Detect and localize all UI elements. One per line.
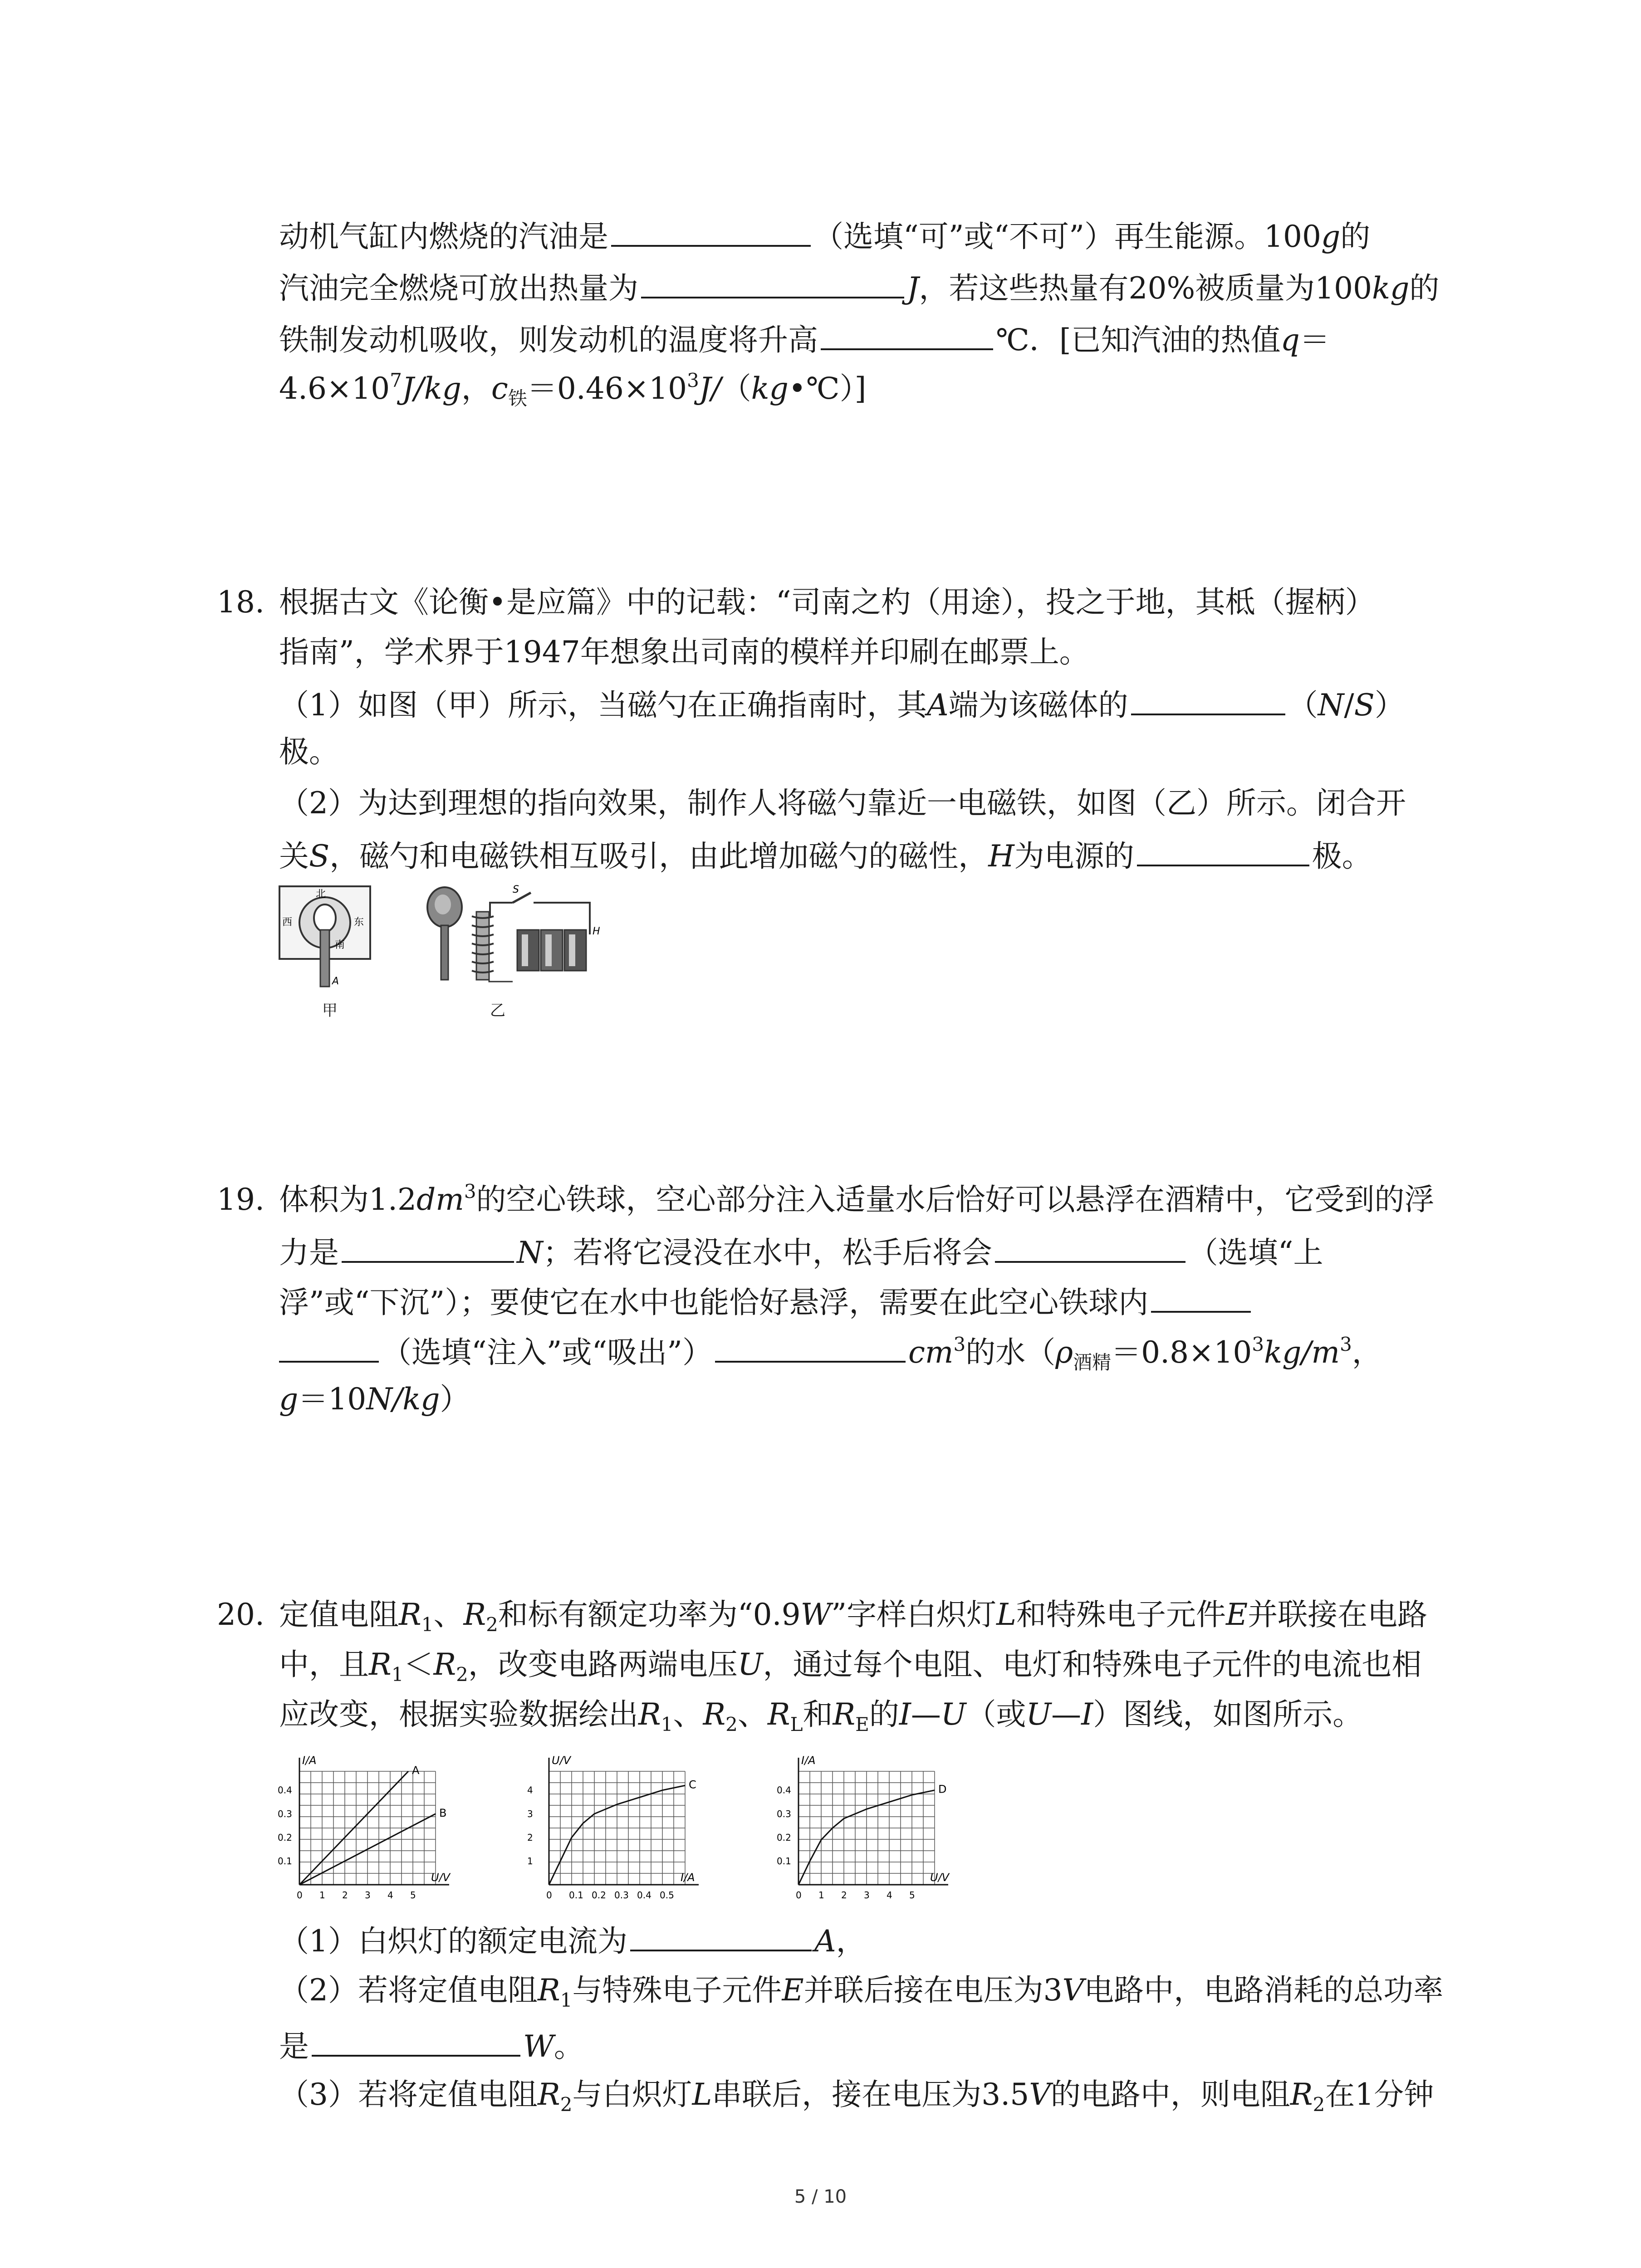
answer-blank[interactable]: [1151, 1285, 1251, 1313]
spoon-end-label: A: [332, 976, 339, 987]
graph-a-b: [272, 1749, 481, 1916]
x-axis-label: U/V: [431, 1871, 451, 1884]
q17-line-4: $4.6\times 10^7J/kg$，$c_铁=0.46\times 10^3J/(kg•℃)$]: [279, 369, 867, 410]
q20-sub-4: （3）若将定值电阻$R_2$与白炽灯L串联后，接在电压为3.5V的电路中，则电阻$R_2$在1分钟: [279, 2077, 1434, 2116]
x-axis-label: I/A: [681, 1871, 695, 1884]
y-tick-label: 1: [527, 1855, 533, 1867]
q18-line-4: 极。: [279, 734, 339, 769]
series-label-A: A: [412, 1764, 420, 1777]
answer-blank[interactable]: [611, 219, 811, 247]
q19-line-4: （选填“注入”或“吸出”） $cm^3$的水（$\rho_{酒精}=0.8\times 10^3kg/m^3$，: [279, 1334, 1382, 1368]
question-number: 19.: [217, 1182, 265, 1217]
answer-blank[interactable]: [715, 1334, 906, 1363]
answer-blank[interactable]: [821, 322, 993, 350]
page-number: 5 / 10: [794, 2186, 847, 2207]
y-tick-label: 0.3: [278, 1808, 292, 1819]
x-axis-label: U/V: [930, 1871, 950, 1884]
answer-blank[interactable]: [1137, 838, 1309, 866]
question-number: 18.: [217, 585, 265, 620]
series-label-B: B: [439, 1806, 447, 1819]
x-tick-label: 4: [887, 1890, 892, 1901]
x-tick-label: 0: [546, 1890, 552, 1901]
q19-line-5: g＝10N/kg）: [279, 1382, 470, 1417]
y-tick-label: 0.1: [777, 1855, 791, 1867]
x-tick-label: 2: [342, 1890, 348, 1901]
power-terminal-label: H: [593, 926, 600, 937]
y-tick-label: 3: [527, 1808, 533, 1819]
q18-line-3: （1）如图（甲）所示，当磁勺在正确指南时，其A端为该磁体的 （N/S）: [279, 688, 1405, 723]
q18-line-5: （2）为达到理想的指向效果，制作人将磁勺靠近一电磁铁，如图（乙）所示。闭合开: [279, 786, 1406, 821]
y-tick-label: 2: [527, 1832, 533, 1843]
y-tick-label: 4: [527, 1784, 533, 1796]
figure-jia-caption: 甲: [322, 1002, 338, 1020]
y-tick-label: 0.4: [777, 1784, 791, 1796]
y-axis-label: I/A: [302, 1754, 317, 1767]
answer-blank[interactable]: [312, 2028, 520, 2057]
q20-sub-3: 是 W。: [279, 2029, 584, 2064]
x-tick-label: 1: [818, 1890, 824, 1901]
x-tick-label: 0: [297, 1890, 303, 1901]
x-tick-label: 0.1: [569, 1890, 583, 1901]
answer-blank[interactable]: [641, 270, 904, 298]
y-tick-label: 0.3: [777, 1808, 791, 1819]
q20-sub-2: （2）若将定值电阻$R_1$与特殊电子元件E并联后接在电压为3V电路中，电路消耗的总功率: [279, 1973, 1444, 2011]
q18-line-6: 关S，磁勺和电磁铁相互吸引，由此增加磁勺的磁性，H为电源的 极。: [279, 839, 1372, 874]
x-tick-label: 0.2: [592, 1890, 606, 1901]
y-tick-label: 0.2: [777, 1832, 791, 1843]
question-number: 20.: [217, 1597, 265, 1632]
compass-west-label: 西: [282, 917, 293, 928]
q20-sub-1: （1）白炽灯的额定电流为 A，: [279, 1924, 866, 1959]
x-tick-label: 4: [387, 1890, 393, 1901]
y-tick-label: 0.1: [278, 1855, 292, 1867]
answer-blank[interactable]: [1131, 687, 1285, 715]
figure-yi-electromagnet: [422, 885, 612, 989]
series-label-C: C: [689, 1778, 696, 1791]
answer-blank[interactable]: [995, 1235, 1185, 1263]
q20-line-2: 中，且$R_1<R_2$，改变电路两端电压U，通过每个电阻、电灯和特殊电子元件的电流也相: [279, 1647, 1422, 1686]
x-tick-label: 5: [909, 1890, 915, 1901]
q17-line-2: 汽油完全燃烧可放出热量为 J，若这些热量有20%被质量为100kg的: [279, 271, 1440, 306]
y-tick-label: 0.2: [278, 1832, 292, 1843]
graph-d: [771, 1749, 980, 1916]
x-tick-label: 0.4: [637, 1890, 652, 1901]
x-tick-label: 3: [365, 1890, 371, 1901]
x-tick-label: 2: [841, 1890, 847, 1901]
graph-c: [522, 1749, 730, 1916]
q19-line-2: 力是 N；若将它浸没在水中，松手后将会 （选填“上: [279, 1235, 1323, 1270]
series-label-D: D: [938, 1783, 947, 1796]
q20-line-3: 应改变，根据实验数据绘出$R_1$、$R_2$、$R_L$和$R_E$的I—U（或U—I）图线，如图所示。: [279, 1697, 1363, 1735]
y-axis-label: U/V: [552, 1754, 571, 1767]
answer-blank[interactable]: [630, 1923, 812, 1951]
x-tick-label: 0.3: [614, 1890, 629, 1901]
figure-jia-compass: [278, 885, 377, 989]
q17-line-3: 铁制发动机吸收，则发动机的温度将升高 ℃．[已知汽油的热值q＝: [279, 323, 1330, 357]
figure-yi-caption: 乙: [490, 1002, 505, 1020]
q17-line-1: 动机气缸内燃烧的汽油是 （选填“可”或“不可”）再生能源。100g的: [279, 219, 1371, 254]
q18-line-1: 根据古文《论衡•是应篇》中的记载：“司南之杓（用途），投之于地，其柢（握柄）: [279, 585, 1375, 620]
y-tick-label: 0.4: [278, 1784, 292, 1796]
x-tick-label: 0: [796, 1890, 802, 1901]
switch-label: S: [513, 885, 519, 895]
compass-south-label: 南: [335, 939, 345, 951]
answer-blank[interactable]: [279, 1334, 379, 1363]
answer-blank[interactable]: [342, 1235, 514, 1263]
q18-line-2: 指南”，学术界于1947年想象出司南的模样并印刷在邮票上。: [279, 635, 1089, 670]
q20-line-1: 定值电阻$R_1$、$R_2$和标有额定功率为“0.9W”字样白炽灯L和特殊电子元件E并联接在电路: [279, 1597, 1428, 1636]
x-tick-label: 3: [864, 1890, 870, 1901]
compass-east-label: 东: [354, 917, 364, 928]
x-tick-label: 5: [410, 1890, 416, 1901]
x-tick-label: 0.5: [660, 1890, 674, 1901]
compass-north-label: 北: [316, 889, 326, 900]
y-axis-label: I/A: [801, 1754, 816, 1767]
q19-line-1: 体积为$1.2dm^3$的空心铁球，空心部分注入适量水后恰好可以悬浮在酒精中，它受到的浮: [279, 1180, 1435, 1217]
q19-line-3: 浮”或“下沉”）；要使它在水中也能恰好悬浮，需要在此空心铁球内: [279, 1285, 1254, 1318]
x-tick-label: 1: [319, 1890, 325, 1901]
